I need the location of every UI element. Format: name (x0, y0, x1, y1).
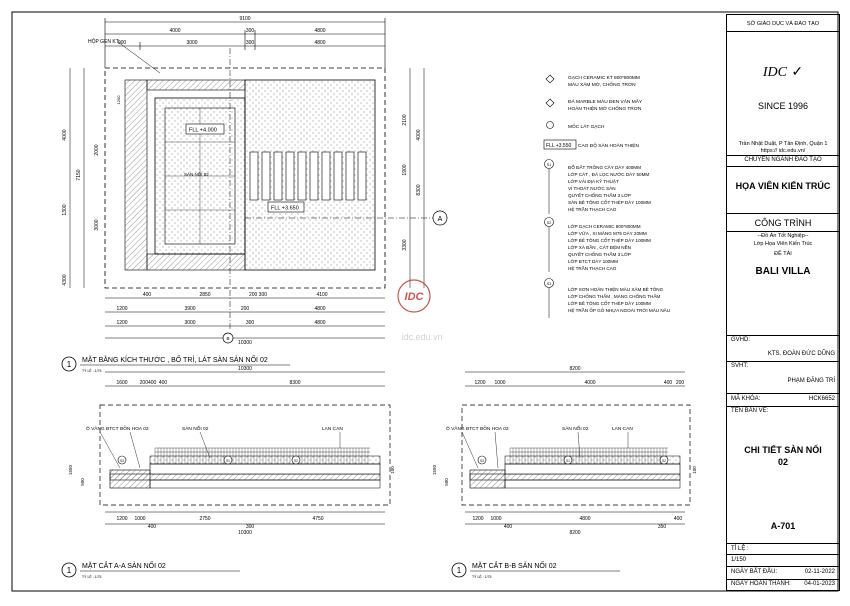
dim-bot-2d: 4800 (314, 306, 326, 312)
sb-h-2: 500 (444, 478, 449, 486)
sa-bot-1: 1200 (116, 516, 128, 522)
section-a (62, 366, 395, 579)
dim-bot-3a: 1200 (116, 320, 128, 326)
sb-bot-3: 400 (503, 524, 513, 530)
legend-item-2-l2: HOÀN THIỆN MỜ CHỐNG TRƠN (568, 107, 642, 112)
sa-scale: TỶ LỆ : 1/75 (82, 575, 102, 579)
tb-scale-label: TỈ LỆ : (731, 546, 749, 552)
tb-authority: SỞ GIÁO DỤC VÀ ĐÀO TẠO (746, 21, 820, 27)
tb-gvhd-label: GVHD: (731, 337, 751, 343)
dim-bot-2a: 1200 (116, 306, 128, 312)
g3-l3: LỚP BÊ TÔNG CỐT THÉP DÀY 100MM (568, 301, 651, 306)
section-b (432, 366, 697, 579)
dim-top-3d: 4800 (314, 40, 326, 46)
dim-bot-1c: 200 300 (248, 292, 268, 298)
g1-l5: QUYẾT CHỐNG THẤM 3 LỚP (568, 193, 631, 198)
dim-left-c: 2000 (94, 144, 100, 156)
title-block (726, 14, 840, 591)
dim-right-b: 1900 (402, 164, 408, 176)
dim-right-a: 2100 (402, 114, 408, 126)
dim-bot-2c: 200 (240, 306, 250, 312)
sa-title: MẶT CẮT A-A SẢN NỐI 02 (82, 563, 166, 570)
dim-right-e: 8300 (416, 184, 422, 196)
sb-top-total: 8200 (569, 366, 581, 372)
hop-gen-label: HỘP GEN KT (88, 39, 119, 45)
dim-left-e: 4300 (62, 274, 68, 286)
dim-bot-total: 10300 (238, 340, 252, 346)
tb-scale: 1/150 (731, 557, 747, 563)
sa-tag-3: S2 (294, 459, 298, 463)
dim-top-3a: 900 (117, 40, 127, 46)
dim-bot-1b: 2850 (199, 292, 211, 298)
g2-l5: QUYẾT CHỐNG THẤM 3 LỚP (568, 252, 631, 257)
dim-top-2c: 4800 (314, 28, 326, 34)
legend-item-3-l1: MỐC LÁT GẠCH (568, 125, 605, 130)
sb-scale: TỶ LỆ : 1/75 (472, 575, 492, 579)
tb-since: SINCE 1996 (757, 101, 809, 111)
tb-code: HCK6652 (808, 396, 835, 402)
legend-group-1-tag: S1 (546, 163, 552, 167)
sb-bot-4: 4800 (579, 516, 591, 522)
check-icon: ✓ (791, 63, 804, 79)
legend-group-2-tag: S2 (546, 221, 552, 225)
g2-l4: LỚP XÀ BẦN , CÁT ĐỆM NỀN (568, 245, 631, 250)
sa-bot-total: 10300 (238, 530, 252, 536)
sa-top-total: 10300 (238, 366, 252, 372)
plan-number: 1 (66, 360, 72, 369)
tb-logo-text: IDC (762, 65, 787, 80)
sa-number: 1 (66, 566, 72, 575)
dim-top-3b: 3000 (186, 40, 198, 46)
sb-top-5: 200 (675, 380, 685, 386)
g2-l1: LỚP GẠCH CERAMIC 800*800MM (568, 224, 641, 229)
watermark (398, 280, 443, 342)
sa-top-1: 8300 (289, 380, 301, 386)
tb-drawing-name-1: CHI TIẾT SÀN NỔI (744, 445, 822, 455)
dim-top-total: 9100 (239, 16, 251, 22)
sb-tag-1: S3 (480, 459, 484, 463)
sb-h-1: 1550 (432, 464, 437, 476)
legend-group-3-tag: S3 (546, 282, 552, 286)
g1-l3: LỚP VẢI ĐỊA KỸ THUẬT (568, 179, 619, 184)
section-marker-b-label: B (226, 336, 230, 341)
sb-h-3: 100 (692, 466, 697, 474)
g3-l2: LỚP CHỐNG THẤM , MÀNG CHỐNG THẤM (568, 294, 661, 299)
dim-right-c: 4000 (416, 129, 422, 141)
sa-h-3: 100 (390, 466, 395, 474)
legend-item-2-l1: ĐÁ MARBLE MÀU ĐEN VÂN MÂY (568, 100, 643, 105)
tb-start-label: NGÀY BẮT ĐẦU: (731, 569, 778, 575)
tb-start: 02-11-2022 (804, 569, 835, 575)
sb-top-4: 400 (663, 380, 673, 386)
tb-svht: PHẠM ĐĂNG TRÍ (787, 378, 835, 384)
sa-top-2: 200400 (139, 380, 157, 386)
sb-top-2: 1000 (494, 380, 506, 386)
sa-bot-5: 300 (245, 524, 255, 530)
dim-top-3c: 300 (245, 40, 255, 46)
tb-logo (727, 63, 839, 81)
sb-label-3: SÀN NỔI 02 (562, 427, 589, 432)
sa-bot-2: 1000 (134, 516, 146, 522)
legend-fll-tag: FLL +3.550 (546, 143, 572, 149)
tb-end: 04-01-2023 (804, 581, 835, 587)
sa-tag-2: S1 (226, 459, 230, 463)
sb-top-3: 4000 (584, 380, 596, 386)
sa-h-2: 500 (80, 478, 85, 486)
sb-bot-6: 400 (673, 516, 683, 522)
section-marker-a-label: A (437, 216, 443, 223)
dim-bot-1a: 400 (142, 292, 152, 298)
sb-title: MẶT CẮT B-B SẢN NỐI 02 (472, 563, 557, 570)
sb-bot-total: 8200 (569, 530, 581, 536)
dim-left-f: 1200 (116, 95, 121, 105)
sb-top-1: 1200 (474, 380, 486, 386)
sb-bot-2: 1000 (490, 516, 502, 522)
tb-topic-label: ĐỀ TÀI (774, 251, 792, 257)
g1-l6: SÀN BÊ TÔNG CỐT THÉP DÀY 100MM (568, 200, 651, 205)
tb-code-label: MÃ KHÓA: (731, 396, 761, 402)
g1-l7: HỆ TRẦN THẠCH CAO (568, 207, 617, 212)
legend (544, 75, 670, 318)
sb-label-1: Ô VĂNG BTCT (446, 427, 479, 432)
sb-tag-2: S1 (566, 459, 570, 463)
sa-label-1: Ô VĂNG BTCT (86, 427, 119, 432)
tb-website: https:// idc.edu.vn/ (760, 148, 806, 154)
tb-end-label: NGÀY HOÀN THÀNH: (731, 581, 791, 587)
sa-label-4: LAN CAN (322, 427, 343, 432)
legend-item-1-l2: MÀU XÁM MỜ, CHỐNG TRƠN (568, 83, 636, 88)
dim-left-d: 3000 (94, 219, 100, 231)
dim-bot-1d: 4100 (316, 292, 328, 298)
dim-bot-3d: 4800 (314, 320, 326, 326)
sb-bot-1: 1200 (472, 516, 484, 522)
tb-drawing-label: TÊN BẢN VẼ: (731, 408, 769, 414)
fll-lower: FLL +3.650 (271, 205, 299, 212)
sa-top-3: 400 (158, 380, 168, 386)
tb-address: Trần Nhật Duật, P Tân Định, Quận 1 (738, 141, 828, 147)
sa-bot-4: 2750 (199, 516, 211, 522)
sa-label-3: SÀN NỔI 02 (182, 427, 209, 432)
g3-l1: LỚP SƠN HOÀN THIỆN MÀU XÁM BÊ TÔNG (568, 287, 664, 292)
fll-upper: FLL +4.000 (189, 127, 217, 134)
watermark-url: idc.edu.vn (401, 332, 443, 342)
tb-svht-label: SVHT: (731, 363, 749, 369)
dim-top-2b: 300 (245, 28, 255, 34)
dim-bot-2b: 3900 (184, 306, 196, 312)
sb-tag-3: S2 (662, 459, 666, 463)
g1-l4: VỈ THOÁT NƯỚC SÀN (568, 186, 616, 191)
sa-tag-1: S3 (120, 459, 124, 463)
room-label: SÀN NỔI 02 (184, 172, 209, 177)
tb-sheet-no: A-701 (770, 521, 796, 531)
g2-l2: LỚP VỮA , XI MĂNG M75 DÀY 20MM (568, 231, 647, 236)
tb-project-sub1: --Đồ Án Tốt Nghiệp-- (757, 233, 809, 239)
sb-label-2: BỒN HOA 03 (480, 427, 509, 432)
dim-top-2a: 4000 (169, 28, 181, 34)
watermark-logo: IDC (404, 291, 424, 303)
sb-label-4: LAN CAN (612, 427, 633, 432)
sa-top-4: 1600 (116, 380, 128, 386)
legend-fll-desc: CAO ĐỘ SÀN HOÀN THIỆN (578, 144, 639, 149)
dim-left-a: 4000 (62, 129, 68, 141)
g1-l1: ĐỔ ĐẤT TRỒNG CÂY DÀY 400MM (568, 165, 641, 170)
g2-l6: LỚP BTCT DÀY 100MM (568, 259, 618, 264)
plan-title: MẶT BẰNG KÍCH THƯỚC , BỐ TRÍ, LÁT SÀN SẢN NỐI 02 (82, 357, 268, 364)
sa-label-2: BỒN HOA 03 (120, 427, 149, 432)
g1-l2: LỚP CÁT , ĐÁ LỌC NƯỚC DÀY 50MM (568, 172, 650, 177)
sa-bot-6: 4750 (312, 516, 324, 522)
legend-item-1-l1: GẠCH CERAMIC KT 800*800MM (568, 76, 640, 81)
dim-left-g: 1300 (62, 204, 68, 216)
tb-drawing-name-2: 02 (777, 457, 788, 467)
sb-bot-5: 350 (657, 524, 667, 530)
dim-bot-3c: 300 (245, 320, 255, 326)
tb-major-label: CHUYÊN NGÀNH ĐÀO TẠO (744, 157, 822, 163)
sb-number: 1 (456, 566, 462, 575)
dim-bot-3b: 3000 (184, 320, 196, 326)
tb-topic: BALI VILLA (755, 266, 811, 277)
sa-bot-3: 400 (147, 524, 157, 530)
tb-major: HỌA VIÊN KIẾN TRÚC (735, 181, 831, 191)
g2-l3: LỚP BÊ TÔNG CỐT THÉP DÀY 100MM (568, 238, 651, 243)
dim-left-b: 7150 (76, 169, 82, 181)
floor-plan (62, 16, 447, 373)
sa-h-1: 1550 (68, 464, 73, 476)
plan-scale: TỶ LỆ : 1/75 (82, 369, 102, 373)
g2-l7: HỆ TRẦN THẠCH CAO (568, 266, 617, 271)
dim-right-d: 3300 (402, 239, 408, 251)
tb-project-label: CÔNG TRÌNH (754, 218, 812, 228)
tb-project-sub2: Lớp Họa Viên Kiến Trúc (753, 241, 813, 247)
g3-l4: HỆ TRẦN ỐP GỖ NHỰA NGOÀI TRỜI MÀU NÂU (568, 308, 671, 313)
tb-gvhd: KTS. ĐOÀN ĐỨC DŨNG (767, 351, 835, 357)
